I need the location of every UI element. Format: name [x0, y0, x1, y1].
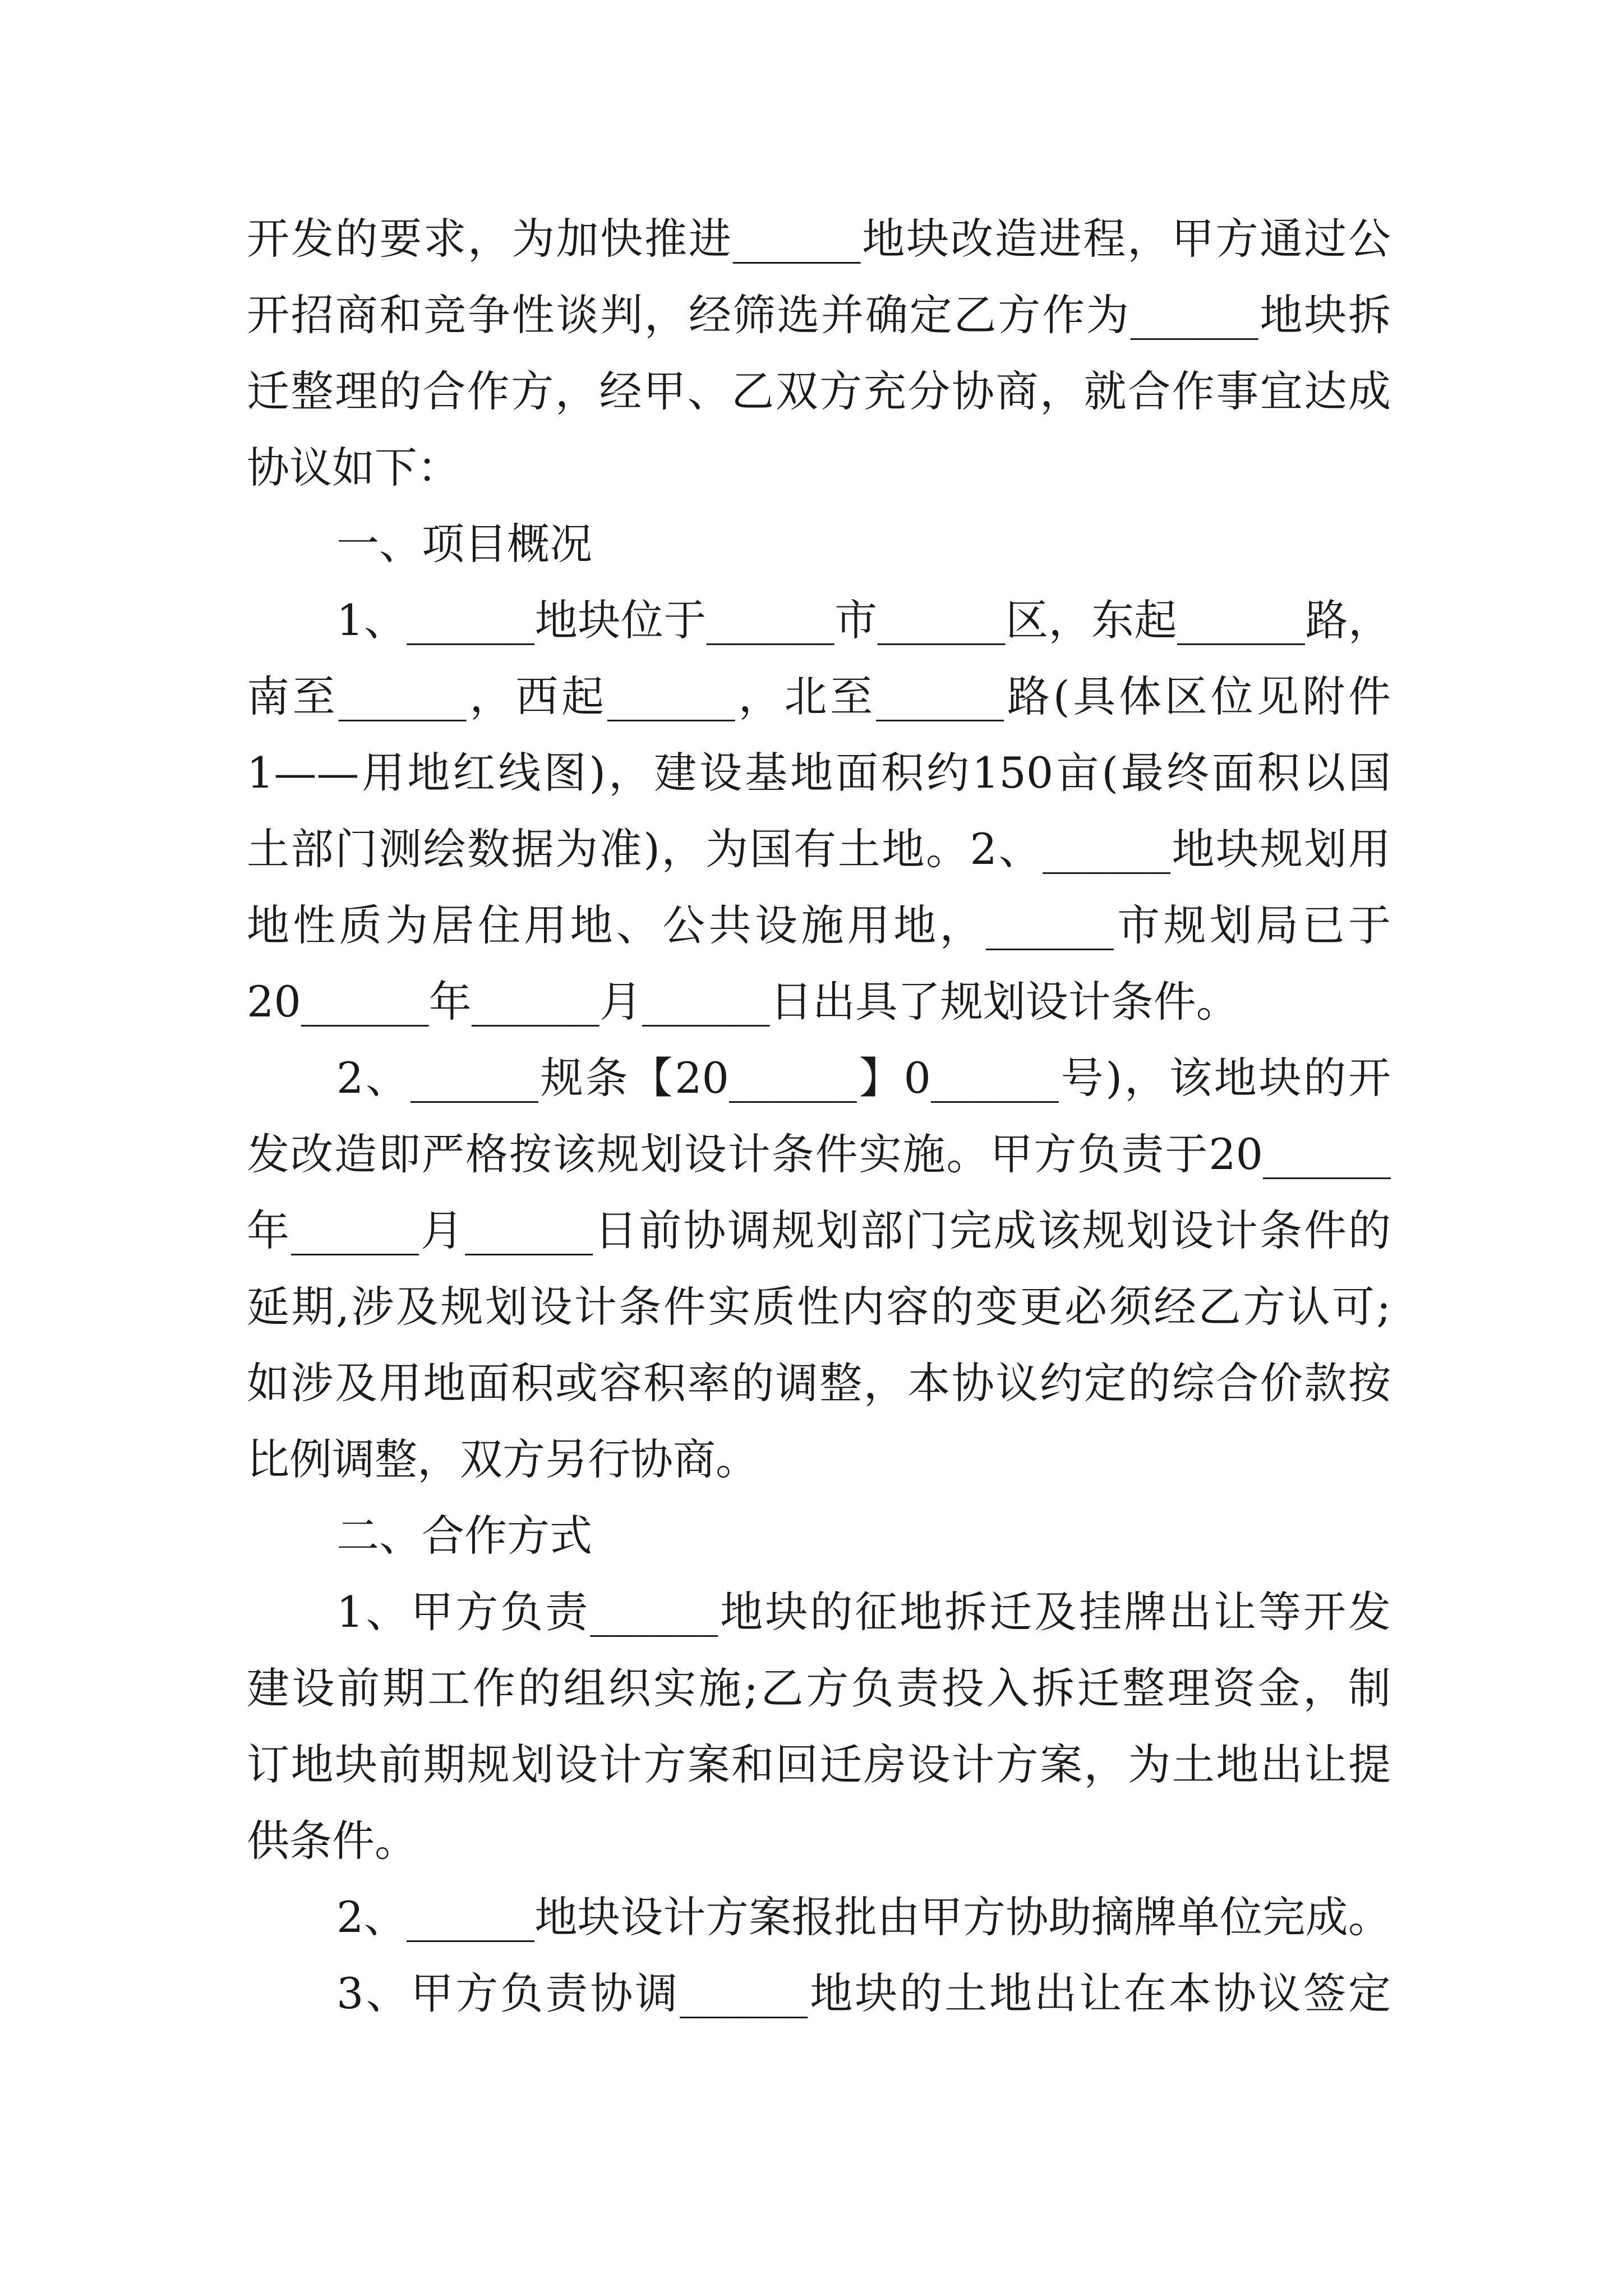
paragraph-line: 南至______，西起______，北至______路(具体区位见附件	[247, 671, 1391, 721]
paragraph-line: 1、______地块位于______市______区，东起______路，	[336, 595, 1391, 645]
paragraph-line: 1、甲方负责______地块的征地拆迁及挂牌出让等开发	[336, 1587, 1391, 1637]
paragraph-line: 协议如下：	[247, 443, 460, 493]
paragraph-line: 迁整理的合作方，经甲、乙双方充分协商，就合作事宜达成	[247, 366, 1391, 416]
paragraph-line: 供条件。	[247, 1816, 417, 1866]
document-body	[247, 201, 1391, 2032]
paragraph-line: 开发的要求，为加快推进______地块改造进程，甲方通过公	[247, 214, 1391, 264]
paragraph-line: 20______年______月______日出具了规划设计条件。	[247, 977, 1239, 1027]
paragraph-line: 订地块前期规划设计方案和回迁房设计方案，为土地出让提	[247, 1740, 1391, 1789]
section-heading: 一、项目概况	[336, 519, 592, 569]
paragraph-line: 发改造即严格按该规划设计条件实施。甲方负责于20______	[247, 1129, 1391, 1179]
paragraph-line: 3、甲方负责协调______地块的土地出让在本协议签定	[336, 1968, 1391, 2018]
paragraph-line: 建设前期工作的组织实施;乙方负责投入拆迁整理资金，制	[247, 1663, 1391, 1713]
paragraph-line: 延期,涉及规划设计条件实质性内容的变更必须经乙方认可;	[247, 1282, 1391, 1332]
section-heading: 二、合作方式	[336, 1511, 592, 1561]
paragraph-line: 土部门测绘数据为准)，为国有土地。2、______地块规划用	[247, 824, 1391, 874]
paragraph-line: 年______月______日前协调规划部门完成该规划设计条件的	[247, 1205, 1391, 1255]
paragraph-line: 2、______规条【20______】0______号)，该地块的开	[336, 1053, 1391, 1103]
paragraph-line: 2、______地块设计方案报批由甲方协助摘牌单位完成。	[336, 1892, 1391, 1942]
paragraph-line: 地性质为居住用地、公共设施用地，______市规划局已于	[247, 900, 1391, 950]
paragraph-line: 如涉及用地面积或容积率的调整，本协议约定的综合价款按	[247, 1358, 1391, 1408]
paragraph-line: 1——用地红线图)，建设基地面积约150亩(最终面积以国	[247, 748, 1391, 798]
paragraph-line: 开招商和竞争性谈判，经筛选并确定乙方作为______地块拆	[247, 290, 1391, 340]
paragraph-line: 比例调整，双方另行协商。	[247, 1434, 758, 1484]
